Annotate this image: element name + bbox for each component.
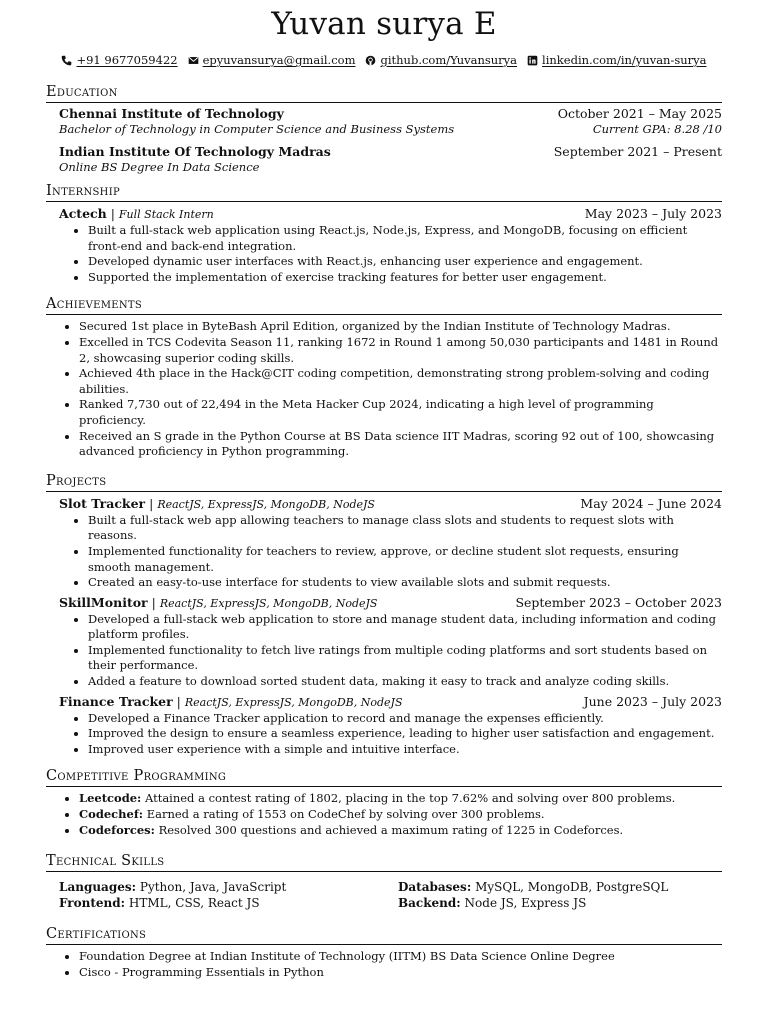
project-header: Finance Tracker | ReactJS, ExpressJS, MongoDB, NodeJS June 2023 – July 2023	[59, 693, 722, 709]
project-bullets	[46, 612, 722, 690]
github-url: github.com/Yuvansurya	[380, 53, 518, 67]
list-item: • Created an easy-to-use interface for students to view available slots and submit requests.	[88, 575, 722, 591]
list-item: • Added a feature to download sorted student data, making it easy to track and analyze coding skills.	[88, 674, 722, 690]
project-bullets	[46, 711, 722, 758]
education-dates: October 2021 – May 2025	[557, 106, 722, 121]
achievements-section	[46, 295, 722, 459]
list-item: • Leetcode: Attained a contest rating of 1802, placing in the top 7.62% and solving over 800 problems.	[79, 791, 722, 807]
list-item: • Codeforces: Resolved 300 questions and achieved a maximum rating of 1225 in Codeforces.	[79, 823, 722, 839]
project-name: Finance Tracker	[59, 693, 173, 709]
certifications-section	[46, 925, 722, 980]
resume-page	[0, 6, 768, 1030]
education-section	[46, 83, 722, 175]
role-title: Full Stack Intern	[118, 208, 214, 221]
competitive-bullets	[46, 791, 722, 838]
list-item: • Supported the implementation of exercise tracking features for better user engagement.	[88, 270, 722, 286]
education-details	[46, 160, 722, 175]
list-item: • Implemented functionality to fetch live ratings from multiple coding platforms and sort students based on their performance.	[88, 643, 722, 674]
section-title-projects: Projects	[46, 472, 722, 492]
github-link[interactable]	[365, 53, 517, 68]
list-item: • Developed a Finance Tracker application to record and manage the expenses efficiently.	[88, 711, 722, 727]
achievement-bullets	[46, 319, 722, 459]
section-title-internship: Internship	[46, 182, 722, 202]
list-item: • Received an S grade in the Python Course at BS Data science IIT Madras, scoring 92 out of 100, showcasing advanced proficiency in Python programming.	[79, 429, 722, 460]
list-item: • Cisco - Programming Essentials in Python	[79, 965, 722, 981]
section-title-competitive: Competitive Programming	[46, 767, 722, 787]
project-dates: June 2023 – July 2023	[583, 693, 722, 709]
project-header: Slot Tracker | ReactJS, ExpressJS, MongoDB, NodeJS May 2024 – June 2024	[59, 495, 722, 511]
internship-dates: May 2023 – July 2023	[584, 206, 722, 221]
list-item: • Developed a full-stack web application to store and manage student data, including information and coding platform profiles.	[88, 612, 722, 643]
education-entry	[46, 106, 722, 122]
education-entry	[46, 144, 722, 160]
list-item: • Built a full-stack web application using React.js, Node.js, Express, and MongoDB, focusing on efficient front-end and back-end integration.	[88, 223, 722, 254]
section-title-education: Education	[46, 83, 722, 103]
list-item: • Developed dynamic user interfaces with React.js, enhancing user experience and engagement.	[88, 254, 722, 270]
phone-icon	[61, 55, 72, 66]
skills-section	[46, 852, 722, 911]
github-icon	[365, 55, 376, 66]
education-details	[46, 122, 722, 137]
project-dates: September 2023 – October 2023	[515, 594, 722, 610]
section-title-achievements: Achievements	[46, 295, 722, 315]
section-title-skills: Technical Skills	[46, 852, 722, 872]
project-header: SkillMonitor | ReactJS, ExpressJS, MongoDB, NodeJS September 2023 – October 2023	[59, 594, 722, 610]
list-item: • Built a full-stack web app allowing teachers to manage class slots and students to request slots with reasons.	[88, 513, 722, 544]
list-item: • Codechef: Earned a rating of 1553 on CodeChef by solving over 300 problems.	[79, 807, 722, 823]
project-bullets	[46, 513, 722, 591]
project-name: Slot Tracker	[59, 495, 146, 511]
candidate-name: Yuvan surya E	[271, 6, 497, 42]
projects-section	[46, 472, 722, 758]
list-item: • Implemented functionality for teachers to review, approve, or decline student slot requests, ensuring smooth management.	[88, 544, 722, 575]
internship-header: Actech | Full Stack Intern May 2023 – July 2023	[59, 206, 722, 221]
section-title-certifications: Certifications	[46, 925, 722, 945]
skill-row: Backend: Node JS, Express JS	[398, 895, 587, 910]
project-stack: ReactJS, ExpressJS, MongoDB, NodeJS	[159, 596, 378, 610]
contact-bar	[46, 53, 722, 68]
project-dates: May 2024 – June 2024	[580, 495, 722, 511]
competitive-section	[46, 767, 722, 838]
internship-bullets	[46, 223, 722, 285]
email-address: epyuvansurya@gmail.com	[202, 53, 356, 67]
internship-section	[46, 182, 722, 285]
list-item: • Secured 1st place in ByteBash April Edition, organized by the Indian Institute of Technology Madras.	[79, 319, 722, 335]
company-name: Actech	[59, 206, 107, 221]
certification-bullets	[46, 949, 722, 980]
phone-number: +91 9677059422	[76, 53, 178, 67]
linkedin-url: linkedin.com/in/yuvan-surya	[542, 53, 707, 67]
degree-name: Online BS Degree In Data Science	[59, 160, 260, 174]
list-item: • Ranked 7,730 out of 22,494 in the Meta Hacker Cup 2024, indicating a high level of programming proficiency.	[79, 397, 722, 428]
gpa-text: Current GPA: 8.28 /10	[592, 122, 722, 136]
education-dates: September 2021 – Present	[553, 144, 722, 159]
project-name: SkillMonitor	[59, 594, 148, 610]
envelope-icon	[188, 55, 199, 66]
project-stack: ReactJS, ExpressJS, MongoDB, NodeJS	[184, 695, 403, 709]
degree-name: Bachelor of Technology in Computer Science and Business Systems	[59, 122, 455, 136]
linkedin-link[interactable]	[527, 53, 706, 68]
list-item: • Excelled in TCS Codevita Season 11, ranking 1672 in Round 1 among 50,030 participants and 1481 in Round 2, showcasing superior coding skills.	[79, 335, 722, 366]
school-name: Indian Institute Of Technology Madras	[59, 144, 331, 159]
linkedin-icon	[527, 55, 538, 66]
phone-link[interactable]	[61, 53, 177, 68]
skill-row: Databases: MySQL, MongoDB, PostgreSQL	[398, 880, 669, 895]
list-item: • Foundation Degree at Indian Institute of Technology (IITM) BS Data Science Online Degree	[79, 949, 722, 965]
skill-row: Frontend: HTML, CSS, React JS	[59, 895, 260, 910]
skill-row: Languages: Python, Java, JavaScript	[59, 880, 287, 895]
list-item: • Improved the design to ensure a seamless experience, leading to higher user satisfaction and engagement.	[88, 726, 722, 742]
school-name: Chennai Institute of Technology	[59, 106, 284, 121]
project-stack: ReactJS, ExpressJS, MongoDB, NodeJS	[157, 497, 375, 511]
email-link[interactable]	[188, 53, 356, 68]
list-item: • Achieved 4th place in the Hack@CIT coding competition, demonstrating strong problem-solving and coding abilities.	[79, 366, 722, 397]
skills-grid	[46, 880, 722, 911]
list-item: • Improved user experience with a simple and intuitive interface.	[88, 742, 722, 758]
